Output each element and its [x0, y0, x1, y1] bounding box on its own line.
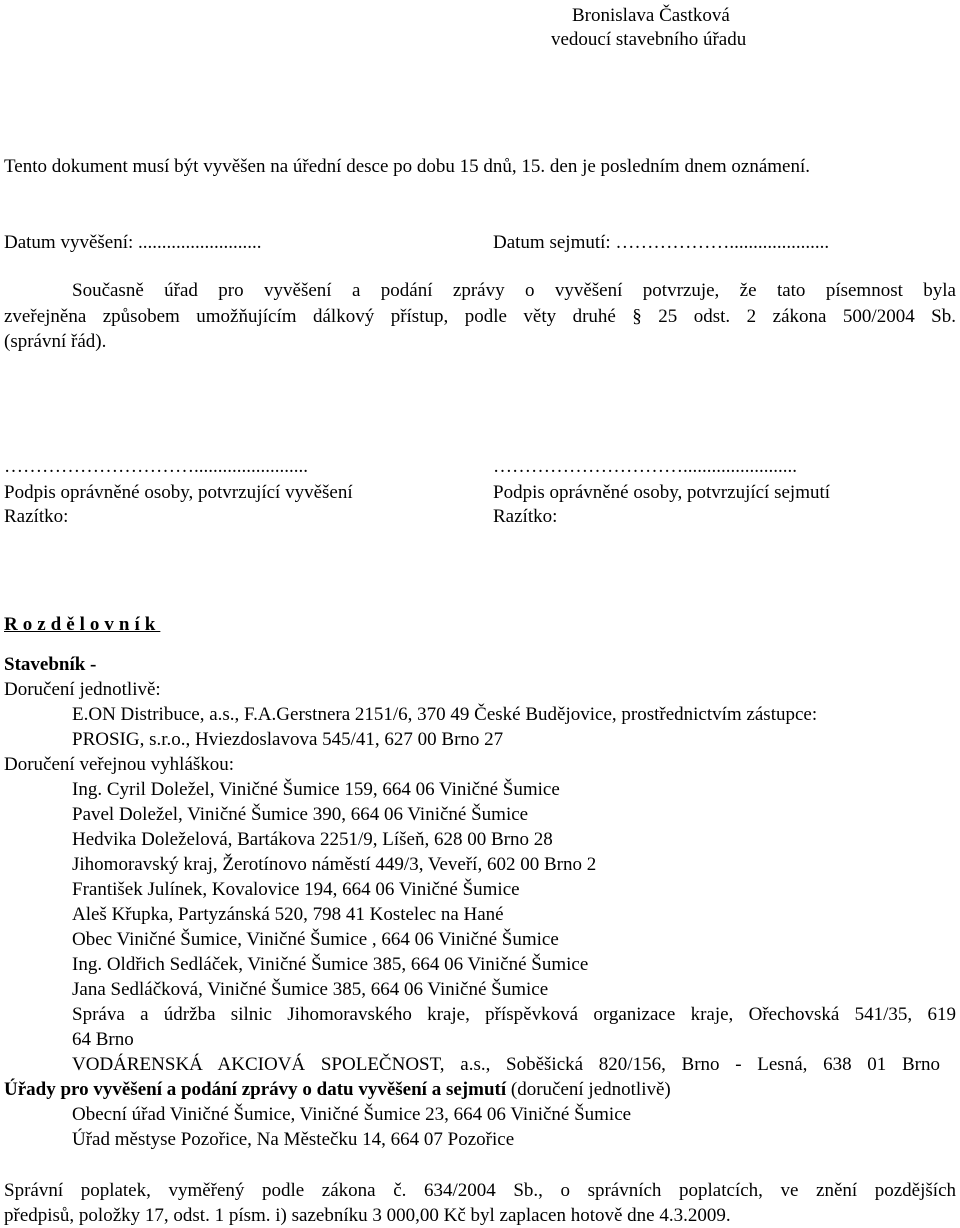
fee-line-2: předpisů, položky 17, odst. 1 písm. i) sazebníku 3 000,00 Kč byl zaplacen hotově dne 4.3.2009. [4, 1205, 731, 1226]
public-delivery-label: Doručení veřejnou vyhláškou: [4, 754, 235, 775]
signature-left-dots: …………………………........................ [4, 456, 308, 477]
builder-line-1: E.ON Distribuce, a.s., F.A.Gerstnera 2151/6, 370 49 České Budějovice, prostřednictvím zástupce: [72, 704, 818, 725]
distribution-heading: Rozdělovník [4, 614, 161, 635]
posting-text: Tento dokument musí být vyvěšen na úřední desce po dobu 15 dnů, 15. den je posledním dnem oznámení. [4, 156, 811, 177]
confirm-line-1: Současně úřad pro vyvěšení a podání zprávy o vyvěšení potvrzuje, že tato písemnost byla [72, 280, 956, 301]
recipient-4: Jihomoravský kraj, Žerotínovo náměstí 449/3, Veveří, 602 00 Brno 2 [72, 854, 597, 875]
date-posted-label: Datum vyvěšení: .......................... [4, 232, 262, 253]
recipient-5: František Julínek, Kovalovice 194, 664 06 Viničné Šumice [72, 879, 520, 900]
confirm-line-2: zveřejněna způsobem umožňujícím dálkový přístup, podle věty druhé § 25 odst. 2 zákona 500/2004 Sb. [4, 306, 956, 327]
builder-label: Stavebník - [4, 654, 97, 675]
individual-delivery-label: Doručení jednotlivě: [4, 679, 161, 700]
office-1: Obecní úřad Viničné Šumice, Viničné Šumice 23, 664 06 Viničné Šumice [72, 1104, 632, 1125]
recipient-1: Ing. Cyril Doležel, Viničné Šumice 159, 664 06 Viničné Šumice [72, 779, 560, 800]
confirm-line-3: (správní řád). [4, 331, 107, 352]
builder-line-2: PROSIG, s.r.o., Hviezdoslavova 545/41, 627 00 Brno 27 [72, 729, 504, 750]
road-authority-line-1: Správa a údržba silnic Jihomoravského kraje, příspěvková organizace kraje, Ořechovská 541/35, 619 [72, 1004, 956, 1025]
signature-left-label: Podpis oprávněné osoby, potvrzující vyvěšení [4, 482, 353, 503]
recipient-8: Ing. Oldřich Sedláček, Viničné Šumice 385, 664 06 Viničné Šumice [72, 954, 589, 975]
signature-right-stamp: Razítko: [493, 506, 558, 527]
date-removed-label: Datum sejmutí: ………………..................... [493, 232, 830, 253]
fee-line-1: Správní poplatek, vyměřený podle zákona č. 634/2004 Sb., o správních poplatcích, ve znění pozdějších [4, 1180, 956, 1201]
signature-left-stamp: Razítko: [4, 506, 69, 527]
offices-heading-bold: Úřady pro vyvěšení a podání zprávy o datu vyvěšení a sejmutí [4, 1079, 507, 1100]
water-company-line: VODÁRENSKÁ AKCIOVÁ SPOLEČNOST, a.s., Soběšická 820/156, Brno - Lesná, 638 01 Brno [72, 1054, 940, 1075]
recipient-9: Jana Sedláčková, Viničné Šumice 385, 664 06 Viničné Šumice [72, 979, 549, 1000]
recipient-6: Aleš Křupka, Partyzánská 520, 798 41 Kostelec na Hané [72, 904, 504, 925]
recipient-3: Hedvika Doleželová, Bartákova 2251/9, Líšeň, 628 00 Brno 28 [72, 829, 553, 850]
offices-heading-rest: (doručení jednotlivě) [506, 1079, 671, 1100]
road-authority-line-2: 64 Brno [72, 1029, 134, 1050]
recipient-7: Obec Viničné Šumice, Viničné Šumice , 664 06 Viničné Šumice [72, 929, 559, 950]
signature-right-label: Podpis oprávněné osoby, potvrzující sejmutí [493, 482, 831, 503]
offices-heading [4, 1078, 671, 1102]
signature-right-dots: …………………………........................ [493, 456, 797, 477]
office-2: Úřad městyse Pozořice, Na Městečku 14, 664 07 Pozořice [72, 1129, 515, 1150]
signatory-role: vedoucí stavebního úřadu [551, 29, 747, 50]
signatory-name: Bronislava Častková [572, 5, 730, 26]
recipient-2: Pavel Doležel, Viničné Šumice 390, 664 06 Viničné Šumice [72, 804, 529, 825]
